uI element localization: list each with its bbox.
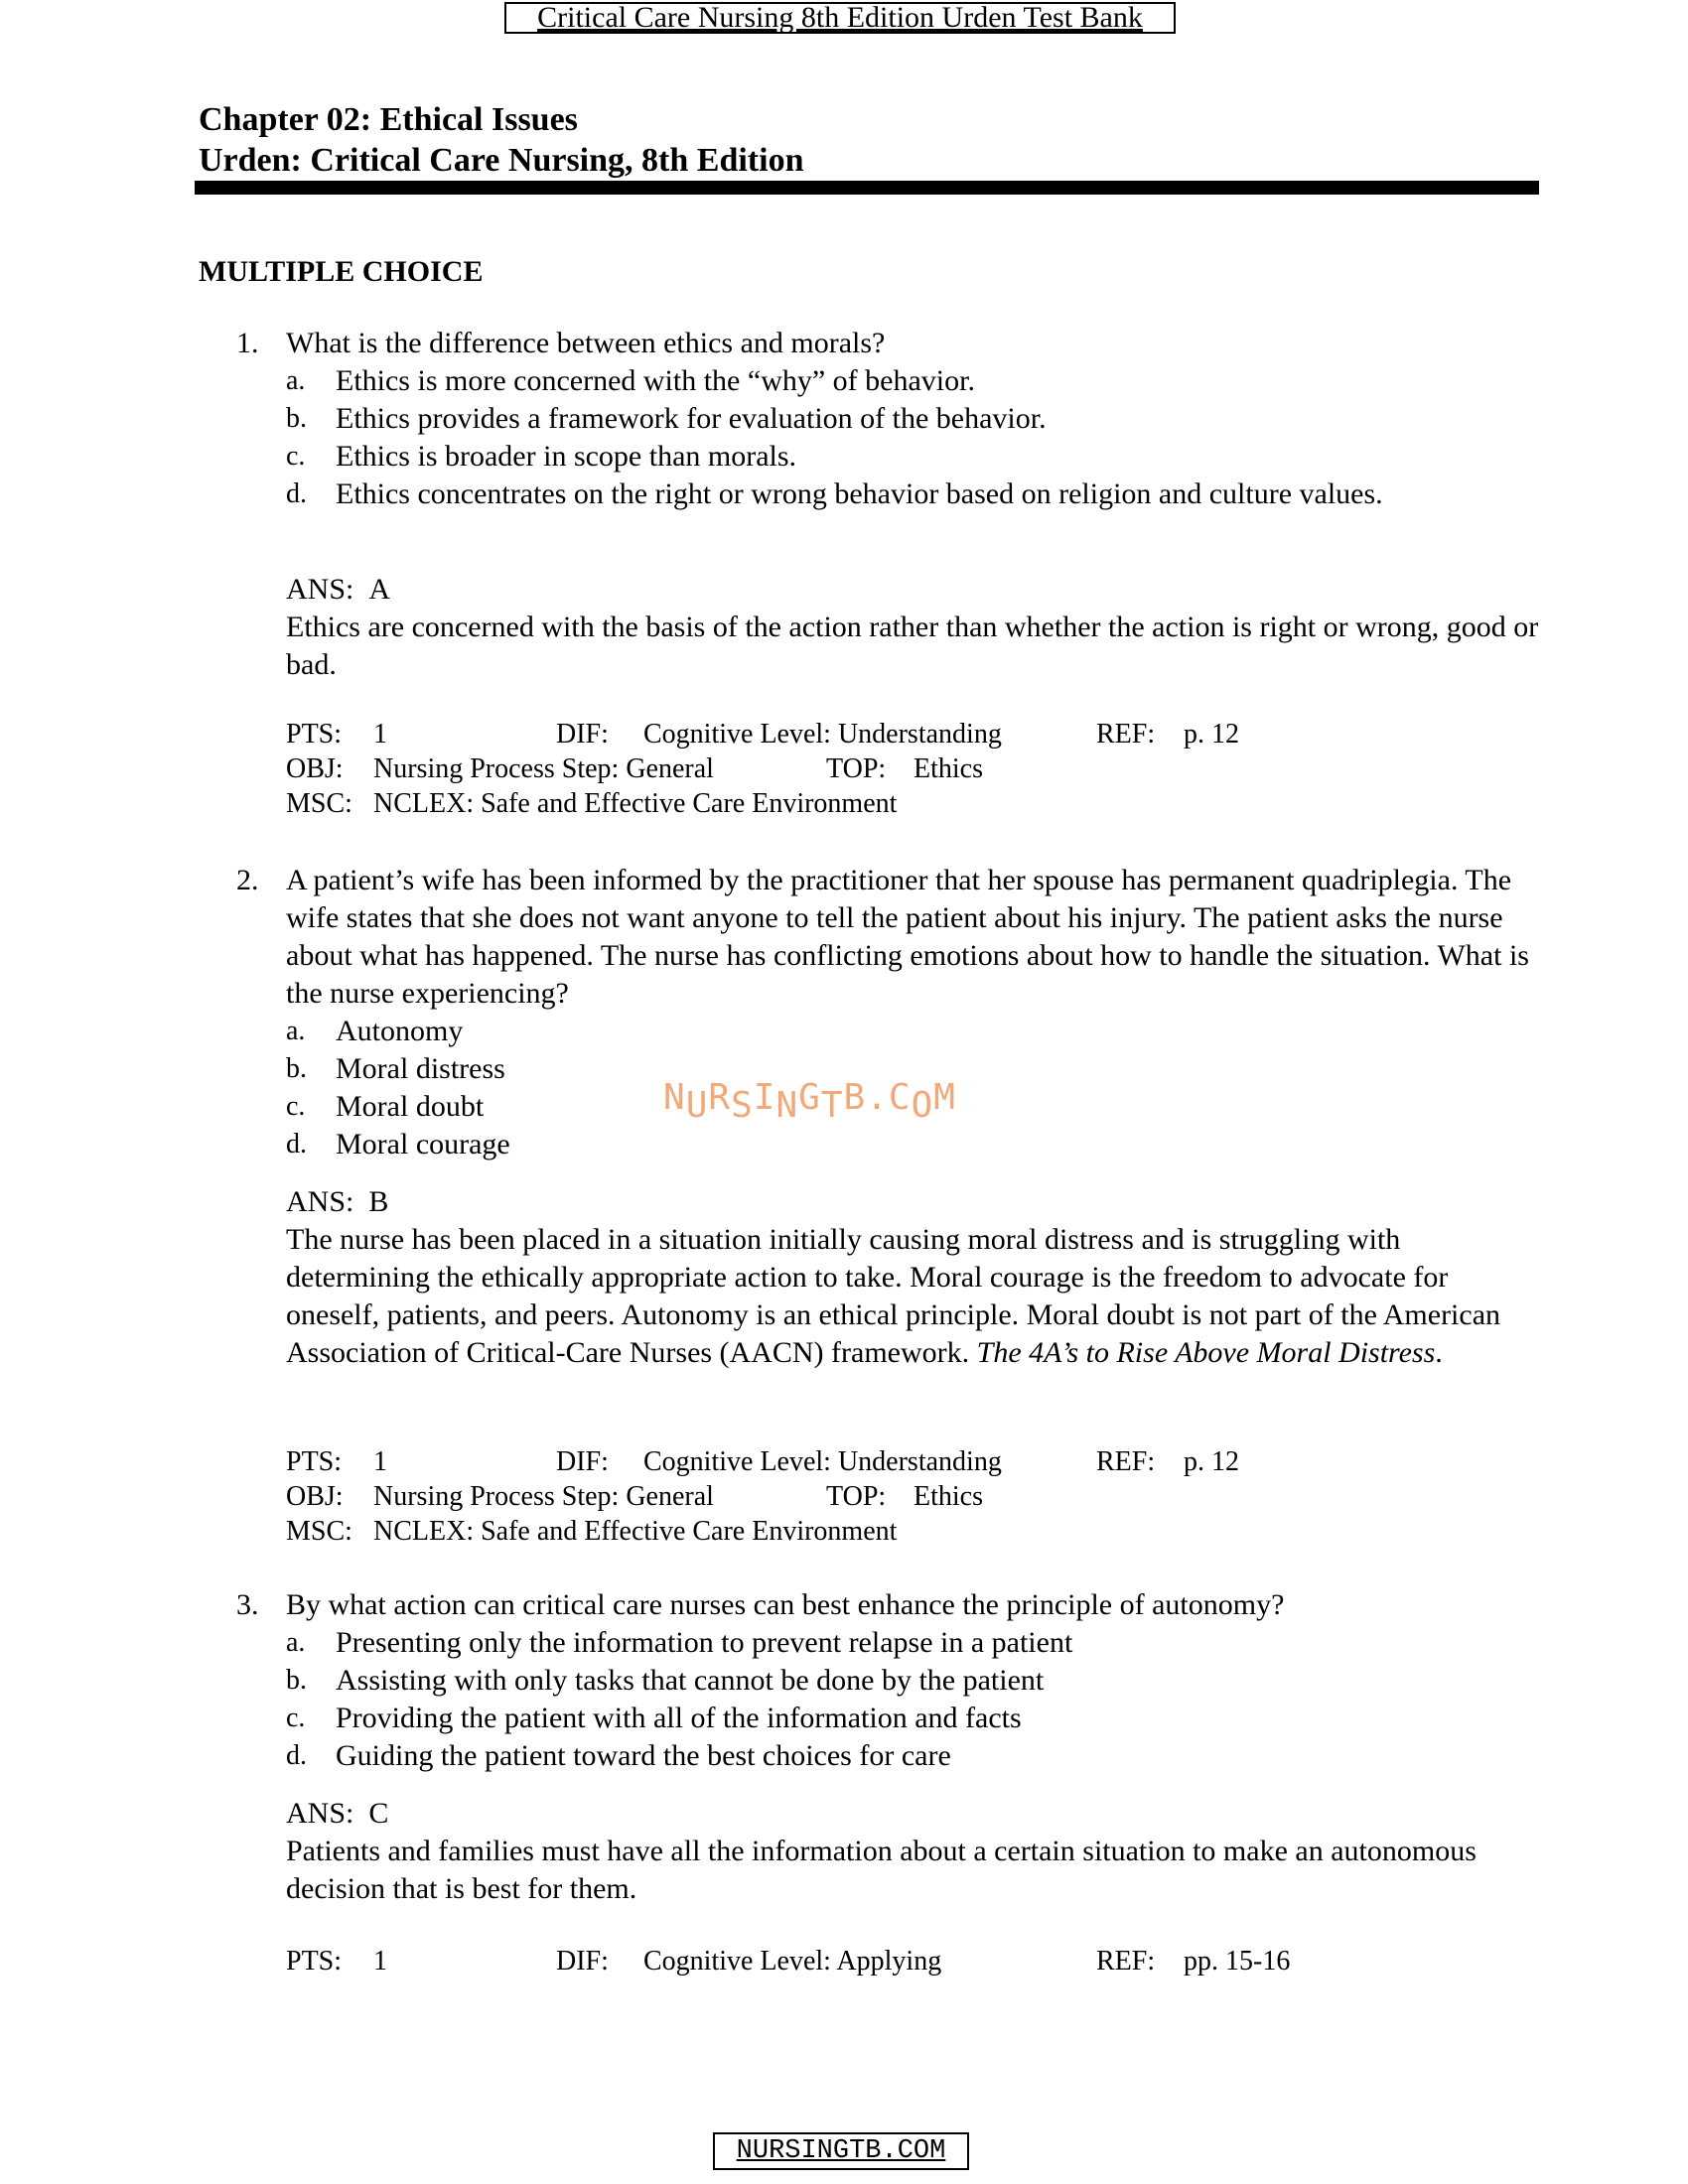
title-rule <box>195 181 1539 195</box>
watermark-letter: . <box>866 1077 889 1118</box>
option-letter: b. <box>286 1053 307 1084</box>
rationale: Ethics are concerned with the basis of the action rather than whether the action is right or wrong, good or bad. <box>286 611 1539 681</box>
top-label: TOP: <box>826 1481 887 1512</box>
answer-value: C <box>368 1797 389 1830</box>
dif-label: DIF: <box>556 1446 609 1477</box>
ref-label: REF: <box>1096 1446 1156 1477</box>
obj-value: Nursing Process Step: General <box>373 1481 714 1512</box>
option-text: Ethics is broader in scope than morals. <box>336 440 797 473</box>
option-text: Guiding the patient toward the best choices for care <box>336 1739 951 1772</box>
msc-value: NCLEX: Safe and Effective Care Environment <box>373 1516 898 1547</box>
option-letter: a. <box>286 1627 306 1658</box>
watermark-letter: I <box>753 1077 776 1118</box>
pts-value: 1 <box>373 1946 387 1977</box>
option-letter: c. <box>286 441 306 472</box>
top-value: Ethics <box>914 1481 983 1512</box>
option-letter: c. <box>286 1703 306 1733</box>
top-value: Ethics <box>914 753 983 784</box>
answer-label: ANS: <box>286 1185 354 1218</box>
rationale-source-title: The 4A’s to Rise Above Moral Distress <box>976 1336 1436 1369</box>
book-title: Urden: Critical Care Nursing, 8th Edition <box>199 142 804 179</box>
option-text: Moral doubt <box>336 1090 485 1123</box>
ref-label: REF: <box>1096 719 1156 750</box>
option-letter: d. <box>286 1129 307 1160</box>
watermark-letter: U <box>685 1085 709 1126</box>
option-text: Ethics is more concerned with the “why” of behavior. <box>336 364 975 397</box>
ref-value: pp. 15-16 <box>1184 1946 1291 1977</box>
question-number: 3. <box>236 1588 259 1621</box>
section-heading: MULTIPLE CHOICE <box>199 255 484 288</box>
option-letter: d. <box>286 478 307 509</box>
option-text: Autonomy <box>336 1015 464 1047</box>
ref-value: p. 12 <box>1184 719 1239 750</box>
footer-link[interactable]: NURSINGTB.COM <box>713 2132 969 2170</box>
option-letter: b. <box>286 1665 307 1696</box>
option-text: Assisting with only tasks that cannot be done by the patient <box>336 1664 1045 1697</box>
answer-value: B <box>368 1185 389 1218</box>
answer-line <box>286 571 390 609</box>
option-letter: a. <box>286 365 306 396</box>
question-stem: What is the difference between ethics and morals? <box>286 327 886 359</box>
dif-value: Cognitive Level: Understanding <box>643 1446 1002 1477</box>
rationale-text: The nurse has been placed in a situation initially causing moral distress and is struggling with determining the ethically appropriate action to take. Moral courage is the freedom to advocate for oneself, patients, and peers. Autonomy is an ethical principle. Moral doubt is not part of the American Association of Critical-Care Nurses (AACN) framework. <box>286 1223 1501 1369</box>
ref-label: REF: <box>1096 1946 1156 1977</box>
question-stem: By what action can critical care nurses can best enhance the principle of autonomy? <box>286 1588 1285 1621</box>
watermark-letter: N <box>663 1077 686 1118</box>
dif-value: Cognitive Level: Understanding <box>643 719 1002 750</box>
answer-label: ANS: <box>286 573 354 606</box>
pts-value: 1 <box>373 719 387 750</box>
chapter-title: Chapter 02: Ethical Issues <box>199 101 578 138</box>
pts-value: 1 <box>373 1446 387 1477</box>
answer-label: ANS: <box>286 1797 354 1830</box>
option-letter: a. <box>286 1016 306 1046</box>
header-banner: Critical Care Nursing 8th Edition Urden Test Bank <box>504 2 1176 34</box>
option-text: Moral distress <box>336 1052 505 1085</box>
question-stem: A patient’s wife has been informed by the practitioner that her spouse has permanent quadriplegia. The wife states that she does not want anyone to tell the patient about his injury. The patient asks the nurse about what has happened. The nurse has conflicting emotions about how to handle the situation. What is the nurse experiencing? <box>286 864 1529 1010</box>
answer-line <box>286 1183 388 1221</box>
watermark <box>663 1068 956 1128</box>
rationale-end: . <box>1435 1336 1443 1369</box>
answer-value: A <box>368 573 391 606</box>
watermark-letter: G <box>798 1077 821 1118</box>
option-text: Moral courage <box>336 1128 510 1160</box>
watermark-letter: B <box>843 1077 867 1118</box>
option-letter: b. <box>286 403 307 434</box>
option-text: Presenting only the information to prevent relapse in a patient <box>336 1626 1073 1659</box>
rationale <box>286 1221 1539 1372</box>
pts-label: PTS: <box>286 719 343 750</box>
msc-value: NCLEX: Safe and Effective Care Environment <box>373 788 898 819</box>
option-letter: c. <box>286 1091 306 1122</box>
watermark-letter: N <box>775 1085 799 1126</box>
watermark-letter: S <box>731 1085 754 1126</box>
dif-label: DIF: <box>556 1946 609 1977</box>
option-text: Ethics provides a framework for evaluation of the behavior. <box>336 402 1047 435</box>
obj-label: OBJ: <box>286 753 344 784</box>
ref-value: p. 12 <box>1184 1446 1239 1477</box>
dif-label: DIF: <box>556 719 609 750</box>
option-text: Ethics concentrates on the right or wrong behavior based on religion and culture values. <box>336 478 1383 510</box>
watermark-letter: M <box>933 1077 956 1118</box>
question-number: 1. <box>236 327 259 359</box>
watermark-letter: C <box>888 1077 912 1118</box>
top-label: TOP: <box>826 753 887 784</box>
option-text: Providing the patient with all of the information and facts <box>336 1702 1022 1734</box>
obj-value: Nursing Process Step: General <box>373 753 714 784</box>
watermark-letter: T <box>820 1085 844 1126</box>
msc-label: MSC: <box>286 1516 352 1547</box>
obj-label: OBJ: <box>286 1481 344 1512</box>
dif-value: Cognitive Level: Applying <box>643 1946 942 1977</box>
rationale: Patients and families must have all the information about a certain situation to make an autonomous decision that is best for them. <box>286 1835 1477 1905</box>
watermark-letter: R <box>708 1077 732 1118</box>
answer-line <box>286 1795 388 1833</box>
pts-label: PTS: <box>286 1446 343 1477</box>
watermark-letter: O <box>911 1085 934 1126</box>
question-number: 2. <box>236 864 259 896</box>
msc-label: MSC: <box>286 788 352 819</box>
option-letter: d. <box>286 1740 307 1771</box>
pts-label: PTS: <box>286 1946 343 1977</box>
